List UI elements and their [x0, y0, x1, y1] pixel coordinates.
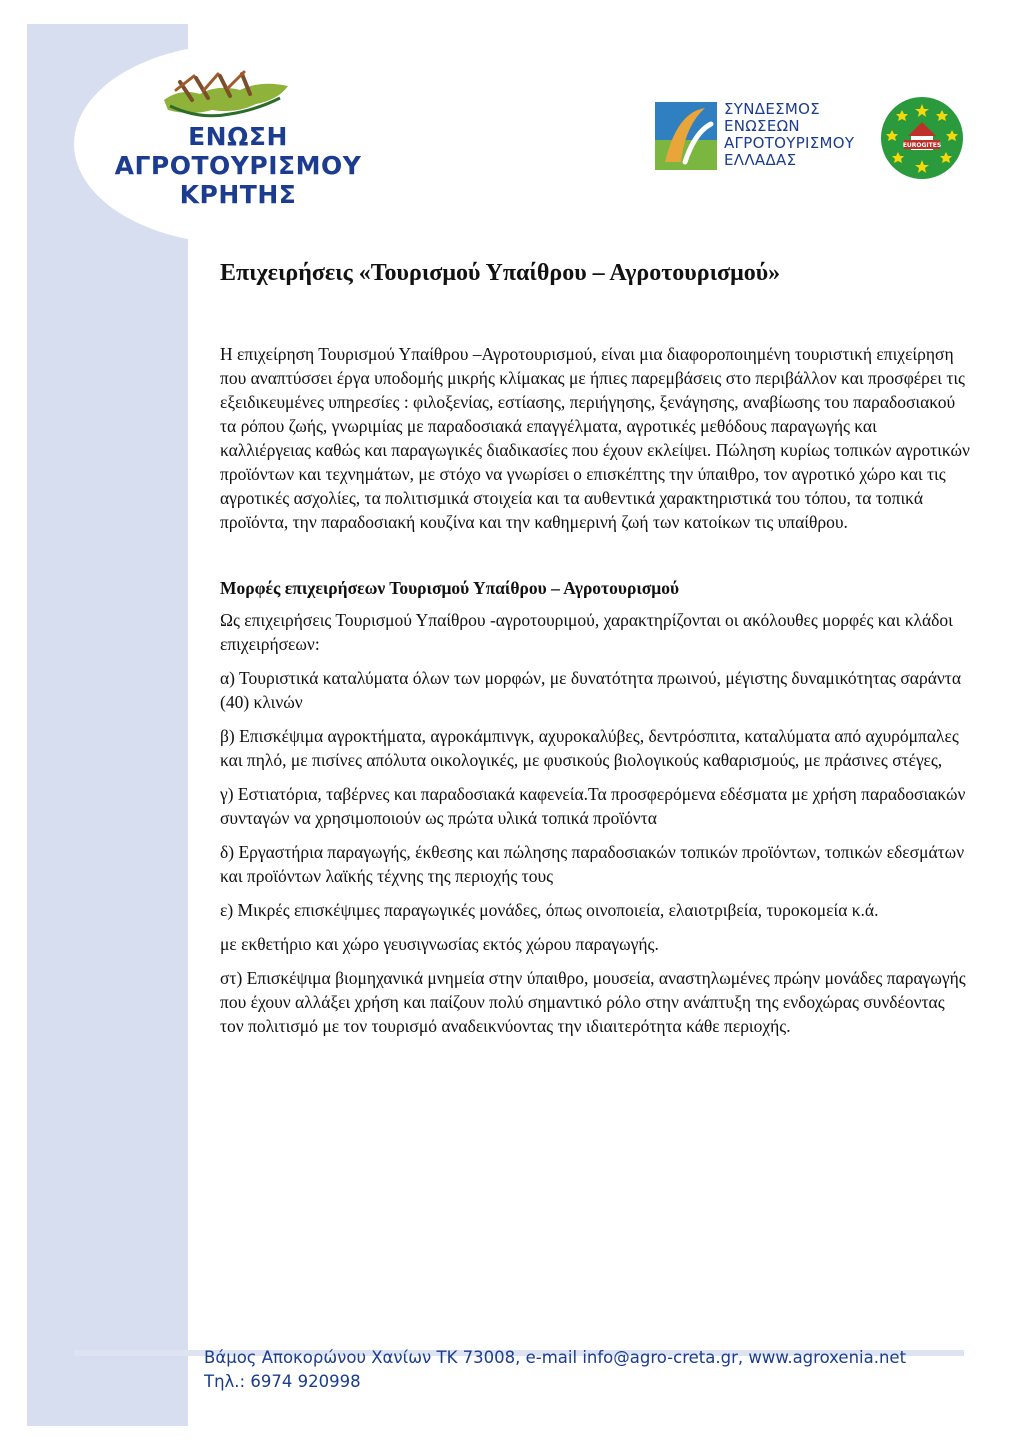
list-item: γ) Εστιατόρια, ταβέρνες και παραδοσιακά καφενεία.Τα προσφερόμενα εδέσματα με χρήση παραδοσιακών συνταγών να χρησιμοποιούν ως πρώτα υλικά τοπικά προϊόντα [220, 784, 966, 828]
association-line-2: ΕΝΩΣΕΩΝ [724, 117, 800, 135]
association-name [724, 101, 854, 169]
list-item: α) Τουριστικά καταλύματα όλων των μορφών, με δυνατότητα πρωινού, μέγιστης δυναμικότητας σαράντα (40) κλινών [220, 668, 961, 712]
list-item: δ) Εργαστήρια παραγωγής, έκθεσης και πώλησης παραδοσιακών τοπικών προϊόντων, τοπικών εδεσμάτων και προϊόντων λαϊκής τέχνης της περιοχής τους [220, 842, 965, 886]
association-line-4: ΕΛΛΑΔΑΣ [724, 151, 797, 169]
section-heading: Μορφές επιχειρήσεων Τουρισμού Υπαίθρου – Αγροτουρισμού [220, 578, 680, 598]
intro-paragraph: Η επιχείρηση Τουρισμού Υπαίθρου –Αγροτουρισμού, είναι μια διαφοροποιημένη τουριστική επιχείρηση που αναπτύσσει έργα υποδομής μικρής κλίμακας με ήπιες παρεμβάσεις στο περιβάλλον και προσφέρει τις εξειδικευμένες υπηρεσίες : φιλοξενίας, εστίασης, περιήγησης, ξενάγησης, αναβίωσης του παραδοσιακού τα ρόπου ζωής, γνωριμίας με παραδοσιακά επαγγέλματα, αγροτικές μεθόδους παραγωγής και καλλιέργειας καθώς και παραγωγικές διαδικασίες που έχουν εκλείψει. Πώληση κυρίως τοπικών αγροτικών προϊόντων και τεχνημάτων, με στόχο να γνωρίσει ο επισκέπτης την ύπαιθρο, τον αγροτικό χώρο και τις αγροτικές ασχολίες, τα πολιτισμικά στοιχεία και τα αυθεντικά χαρακτηριστικά του τόπου, τα τοπικά προϊόντα, την παραδοσιακή κουζίνα και την καθημερινή ζωή των κατοίκων τις υπαίθρου. [220, 344, 970, 532]
page-title: Επιχειρήσεις «Τουρισμού Υπαίθρου – Αγροτουρισμού» [220, 260, 781, 286]
list-item: β) Επισκέψιμα αγροκτήματα, αγροκάμπινγκ, αχυροκαλύβες, δεντρόσπιτα, καταλύματα από αχυρόμπαλες και πηλό, με πισίνες απόλυτα οικολογικές, με φυσικούς βιολογικούς καθαρισμούς, με πράσινες στέγες, [220, 726, 959, 770]
logo-line-2: ΑΓΡΟΤΟΥΡΙΣΜΟΥ [114, 151, 362, 180]
list-item: με εκθετήριο και χώρο γευσιγνωσίας εκτός χώρου παραγωγής. [220, 934, 659, 954]
list-item: ε) Μικρές επισκέψιμες παραγωγικές μονάδες, όπως οινοποιεία, ελαιοτριβεία, τυροκομεία κ.ά. [220, 900, 879, 920]
association-line-3: ΑΓΡΟΤΟΥΡΙΣΜΟΥ [724, 134, 855, 152]
eurogites-label: EUROGITES [902, 142, 942, 149]
footer-contact [204, 1346, 906, 1394]
footer-address: Βάμος Αποκορώνου Χανίων ΤΚ 73008, e-mail info@agro-creta.gr, www.agroxenia.net [204, 1348, 907, 1367]
document-body [220, 342, 970, 1048]
list-item: στ) Επισκέψιμα βιομηχανικά μνημεία στην ύπαιθρο, μουσεία, αναστηλωμένες πρώην μονάδες παραγωγής που έχουν αλλάξει χρήση και παίζουν πολύ σημαντικό ρόλο στην ανάπτυξη της ενδοχώρας συνδέοντας τον πολιτισμό με τον τουρισμό αναδεικνύοντας την ιδιαιτερότητα κάθε περιοχής. [220, 968, 966, 1036]
association-logo-icon [655, 102, 717, 170]
eurogites-logo-icon [880, 96, 964, 180]
crete-olive-logo-icon [160, 70, 292, 126]
lead-paragraph: Ως επιχειρήσεις Τουρισμού Υπαίθρου -αγροτουριμού, χαρακτηρίζονται οι ακόλουθες μορφές και κλάδοι επιχειρήσεων: [220, 610, 953, 654]
logo-line-3: ΚΡΗΤΗΣ [179, 180, 297, 209]
logo-line-1: ΕΝΩΣΗ [188, 122, 288, 151]
footer-phone: Τηλ.: 6974 920998 [204, 1372, 361, 1391]
side-strip [27, 24, 188, 1426]
union-logo-text [96, 122, 380, 209]
association-line-1: ΣΥΝΔΕΣΜΟΣ [724, 100, 821, 118]
